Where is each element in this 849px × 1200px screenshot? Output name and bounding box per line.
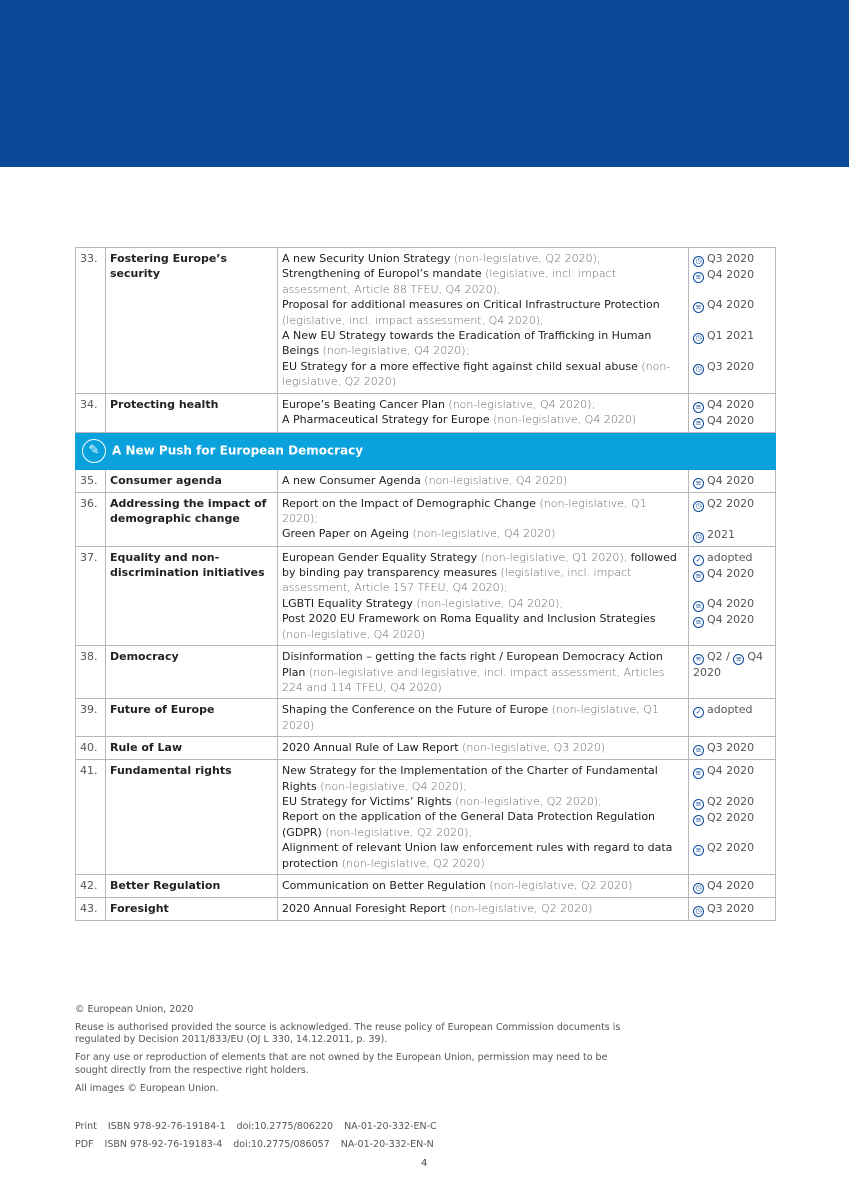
isbn-pdf-doi: doi:10.2775/086057	[233, 1139, 330, 1150]
row-number: 38.	[76, 646, 106, 699]
initiative-detail: (non-legislative, Q2 2020)	[338, 856, 485, 870]
row-description	[278, 492, 689, 546]
initiative-title: A new Security Union Strategy	[282, 252, 451, 265]
clock-icon: ◷	[693, 364, 704, 375]
timing-text: Q3 2020	[707, 901, 755, 915]
initiative-title: Disinformation – getting the facts right / European Democracy Action Plan	[282, 650, 663, 679]
commitments-table	[75, 247, 776, 921]
timing-entry	[693, 550, 771, 566]
check-icon: ✓	[693, 707, 704, 718]
initiative-detail: (non-legislative, Q4 2020)	[489, 413, 637, 427]
policy-area: Equality and non-discrimination initiatives	[106, 546, 278, 645]
timing-entry	[693, 527, 771, 543]
initiative-item	[282, 328, 684, 359]
initiative-title: 2020 Annual Foresight Report	[282, 901, 446, 915]
initiative-detail: (non-legislative, Q2 2020);	[321, 825, 473, 839]
document-icon: ≡	[693, 418, 704, 429]
table-row	[76, 393, 776, 432]
timing-entry	[693, 359, 771, 375]
document-icon: ≡	[693, 402, 704, 413]
row-description	[278, 874, 689, 897]
row-description	[278, 248, 689, 394]
section-header	[76, 432, 776, 469]
initiative-detail: (non-legislative, Q2 2020)	[445, 901, 593, 915]
timing-text: Q2 2020	[707, 841, 755, 855]
reuse-notice: Reuse is authorised provided the source is acknowledged. The reuse policy of European Commission documents is regulated by Decision 2011/833/EU (OJ L 330, 14.12.2011, p. 39).	[75, 1021, 621, 1046]
initiative-detail: (non-legislative, Q4 2020);	[316, 779, 467, 793]
row-description	[278, 469, 689, 492]
images-notice: All images © European Union.	[75, 1082, 219, 1094]
timing-entry	[693, 702, 771, 718]
timing-text: Q4 2020	[707, 612, 755, 626]
clock-icon: ◷	[693, 883, 704, 894]
table-row	[76, 546, 776, 645]
policy-area: Better Regulation	[106, 874, 278, 897]
initiative-title: Post 2020 EU Framework on Roma Equality and Inclusion Strategies	[282, 612, 656, 626]
timing-text: Q4 2020	[707, 764, 755, 778]
section-title: A New Push for European Democracy	[112, 443, 364, 458]
row-number: 40.	[76, 737, 106, 760]
initiative-title: Report on the Impact of Demographic Change	[282, 496, 536, 510]
timing-text: Q2 2020	[707, 795, 755, 809]
isbn-block	[75, 1118, 448, 1154]
initiative-title: Report on the application of the General Data Protection Regulation (GDPR)	[282, 810, 656, 839]
initiative-title: Proposal for additional measures on Critical Infrastructure Protection	[282, 298, 660, 312]
initiative-title: European Gender Equality Strategy	[282, 550, 478, 564]
row-description	[278, 760, 689, 875]
initiative-title: 2020 Annual Rule of Law Report	[282, 741, 459, 755]
isbn-print-catalogue: NA-01-20-332-EN-C	[344, 1121, 437, 1132]
initiative-item	[282, 550, 684, 596]
initiative-item	[282, 702, 684, 733]
policy-area: Rule of Law	[106, 737, 278, 760]
row-number: 39.	[76, 699, 106, 737]
timing-text: Q4 2020	[707, 413, 755, 427]
row-timing	[689, 546, 776, 645]
timing-text: Q4 2020	[707, 878, 755, 892]
initiative-detail: (non-legislative, Q2 2020);	[451, 794, 602, 808]
initiative-title: A New EU Strategy towards the Eradication of Trafficking in Human Beings	[282, 329, 652, 358]
initiative-item	[282, 266, 684, 297]
isbn-print-label: Print	[75, 1121, 97, 1132]
row-timing	[689, 248, 776, 394]
initiative-detail: (legislative, incl. impact assessment, Article 157 TFEU, Q4 2020);	[282, 566, 632, 595]
initiative-detail: (legislative, incl. impact assessment, Q4 2020);	[282, 313, 544, 327]
row-description	[278, 393, 689, 432]
document-icon: ≡	[733, 654, 744, 665]
document-icon: ≡	[693, 799, 704, 810]
initiative-item	[282, 496, 684, 527]
timing-text: Q1 2021	[707, 329, 755, 342]
timing-entry	[693, 612, 771, 628]
isbn-pdf-label: PDF	[75, 1139, 94, 1150]
initiative-detail: (legislative, incl. impact assessment, Article 88 TFEU, Q4 2020);	[282, 267, 617, 296]
clock-icon: ◷	[693, 906, 704, 917]
copyright: © European Union, 2020	[75, 1004, 194, 1015]
timing-text: Q2 /	[707, 650, 734, 664]
row-timing	[689, 469, 776, 492]
timing-text: Q2 2020	[707, 496, 755, 510]
table-row	[76, 760, 776, 875]
initiative-item	[282, 878, 684, 893]
initiative-detail: (non-legislative, Q1 2020);	[282, 496, 647, 526]
policy-area: Addressing the impact of demographic change	[106, 492, 278, 546]
timing-entry	[693, 596, 771, 612]
initiative-title: New Strategy for the Implementation of the Charter of Fundamental Rights	[282, 764, 658, 793]
policy-area: Future of Europe	[106, 699, 278, 737]
timing-entry	[693, 496, 771, 512]
initiative-title: A new Consumer Agenda	[282, 473, 421, 487]
row-number: 37.	[76, 546, 106, 645]
initiative-item	[282, 649, 684, 695]
initiative-detail: (non-legislative, Q4 2020)	[420, 473, 568, 487]
initiative-title: Europe’s Beating Cancer Plan	[282, 397, 445, 411]
initiative-item	[282, 740, 684, 755]
document-icon: ≡	[693, 768, 704, 779]
timing-text: adopted	[707, 703, 753, 717]
timing-entry	[693, 413, 771, 429]
initiative-item	[282, 397, 684, 412]
initiative-detail: (non-legislative, Q3 2020)	[458, 741, 606, 755]
timing-text: Q4 2020	[707, 473, 755, 487]
timing-entry	[693, 878, 771, 894]
isbn-print-row	[75, 1118, 448, 1136]
timing-entry	[693, 810, 771, 826]
row-number: 43.	[76, 897, 106, 920]
document-icon: ≡	[693, 272, 704, 283]
timing-entry	[693, 649, 771, 680]
initiative-detail: (non-legislative, Q1 2020),	[477, 550, 631, 564]
row-number: 35.	[76, 469, 106, 492]
section-header-row	[76, 432, 776, 469]
initiative-title: Green Paper on Ageing	[282, 527, 409, 541]
policy-area: Consumer agenda	[106, 469, 278, 492]
timing-text: Q4 2020	[707, 268, 755, 281]
timing-text: Q3 2020	[707, 741, 755, 755]
document-icon: ≡	[693, 302, 704, 313]
timing-text: adopted	[707, 550, 753, 564]
timing-text: Q3 2020	[707, 252, 755, 265]
document-icon: ≡	[693, 571, 704, 582]
row-timing	[689, 760, 776, 875]
initiative-detail: (non-legislative, Q2 2020);	[450, 252, 601, 265]
initiative-detail: (non-legislative, Q2 2020)	[282, 359, 671, 389]
timing-entry	[693, 740, 771, 756]
document-icon: ≡	[693, 601, 704, 612]
row-timing	[689, 699, 776, 737]
clock-icon: ◷	[693, 532, 704, 543]
initiative-detail: (non-legislative, Q4 2020);	[412, 596, 564, 610]
timing-text: Q4 2020	[707, 596, 755, 610]
table-row	[76, 897, 776, 920]
isbn-pdf-number: ISBN 978-92-76-19183-4	[104, 1139, 223, 1150]
isbn-pdf-row	[75, 1136, 448, 1154]
initiative-item	[282, 611, 684, 642]
initiative-detail: (non-legislative, Q4 2020);	[444, 397, 596, 411]
timing-entry	[693, 397, 771, 413]
row-timing	[689, 874, 776, 897]
initiative-item	[282, 359, 684, 390]
initiative-detail: (non-legislative, Q4 2020)	[282, 627, 426, 641]
timing-text: Q4 2020	[707, 566, 755, 580]
document-icon: ≡	[693, 815, 704, 826]
timing-entry	[693, 794, 771, 810]
mixed-status-icon: ≋	[693, 654, 704, 665]
row-description	[278, 546, 689, 645]
row-timing	[689, 492, 776, 546]
initiative-title: followed by binding pay transparency measures	[282, 550, 677, 580]
initiative-item	[282, 473, 684, 488]
timing-entry	[693, 297, 771, 313]
initiative-title: Strengthening of Europol’s mandate	[282, 267, 482, 281]
row-description	[278, 646, 689, 699]
initiative-item	[282, 901, 684, 916]
timing-text: 2021	[707, 527, 735, 541]
document-icon: ≡	[693, 617, 704, 628]
timing-entry	[693, 840, 771, 856]
row-timing	[689, 737, 776, 760]
permission-notice: For any use or reproduction of elements that are not owned by the European Union, permission may need to be sought directly from the respective right holders.	[75, 1052, 608, 1076]
timing-entry	[693, 328, 771, 344]
row-description	[278, 897, 689, 920]
edit-icon: ✎	[82, 439, 106, 463]
timing-entry	[693, 251, 771, 267]
initiative-item	[282, 763, 684, 794]
initiative-item	[282, 809, 684, 840]
table-row	[76, 248, 776, 394]
initiative-item	[282, 526, 684, 541]
initiative-title: EU Strategy for a more effective fight against child sexual abuse	[282, 359, 638, 373]
policy-area: Democracy	[106, 646, 278, 699]
row-timing	[689, 393, 776, 432]
timing-text: Q4 2020	[707, 298, 755, 311]
table-row	[76, 469, 776, 492]
row-number: 42.	[76, 874, 106, 897]
initiative-title: Communication on Better Regulation	[282, 878, 486, 892]
document-icon: ≡	[693, 478, 704, 489]
clock-icon: ◷	[693, 333, 704, 344]
row-timing	[689, 897, 776, 920]
clock-icon: ◷	[693, 501, 704, 512]
clock-icon: ◷	[693, 256, 704, 267]
initiative-detail: (non-legislative, Q4 2020);	[319, 344, 470, 358]
table-row	[76, 737, 776, 760]
initiative-title: EU Strategy for Victims’ Rights	[282, 794, 452, 808]
document-icon: ≡	[693, 745, 704, 756]
initiative-item	[282, 794, 684, 809]
initiative-item	[282, 251, 684, 266]
isbn-pdf-catalogue: NA-01-20-332-EN-N	[340, 1139, 434, 1150]
table-row	[76, 699, 776, 737]
isbn-print-doi: doi:10.2775/806220	[236, 1121, 334, 1132]
initiative-detail: (non-legislative and legislative, incl. impact assessment, Articles 224 and 114 TFEU, Q4 2020)	[282, 665, 665, 694]
row-timing	[689, 646, 776, 699]
row-number: 41.	[76, 760, 106, 875]
policy-area: Protecting health	[106, 393, 278, 432]
timing-text: Q4 2020	[707, 397, 755, 411]
initiative-item	[282, 840, 684, 871]
timing-text: Q2 2020	[707, 811, 755, 825]
table-row	[76, 646, 776, 699]
row-description	[278, 737, 689, 760]
row-number: 33.	[76, 248, 106, 394]
check-icon: ✓	[693, 555, 704, 566]
timing-entry	[693, 267, 771, 283]
initiative-detail: (non-legislative, Q1 2020)	[282, 703, 659, 732]
policy-area: Foresight	[106, 897, 278, 920]
table-row	[76, 492, 776, 546]
timing-entry	[693, 901, 771, 917]
initiative-item	[282, 297, 684, 328]
timing-entry	[693, 566, 771, 582]
timing-text: Q4 2020	[693, 650, 764, 680]
header-banner	[0, 0, 849, 167]
timing-text: Q3 2020	[707, 360, 755, 373]
initiative-detail: (non-legislative, Q4 2020)	[408, 527, 556, 541]
initiative-detail: (non-legislative, Q2 2020)	[485, 878, 633, 892]
initiative-title: LGBTI Equality Strategy	[282, 596, 413, 610]
initiative-title: Shaping the Conference on the Future of Europe	[282, 703, 549, 717]
initiative-title: A Pharmaceutical Strategy for Europe	[282, 413, 490, 427]
initiative-item	[282, 596, 684, 611]
row-number: 36.	[76, 492, 106, 546]
timing-entry	[693, 763, 771, 779]
document-icon: ≡	[693, 845, 704, 856]
isbn-print-number: ISBN 978-92-76-19184-1	[107, 1121, 226, 1132]
footer	[75, 1004, 635, 1100]
row-description	[278, 699, 689, 737]
table-row	[76, 874, 776, 897]
initiative-title: Alignment of relevant Union law enforcement rules with regard to data protection	[282, 841, 673, 870]
policy-area: Fostering Europe’s security	[106, 248, 278, 394]
page-number: 4	[421, 1158, 428, 1169]
timing-entry	[693, 473, 771, 489]
policy-area: Fundamental rights	[106, 760, 278, 875]
row-number: 34.	[76, 393, 106, 432]
initiative-item	[282, 412, 684, 427]
